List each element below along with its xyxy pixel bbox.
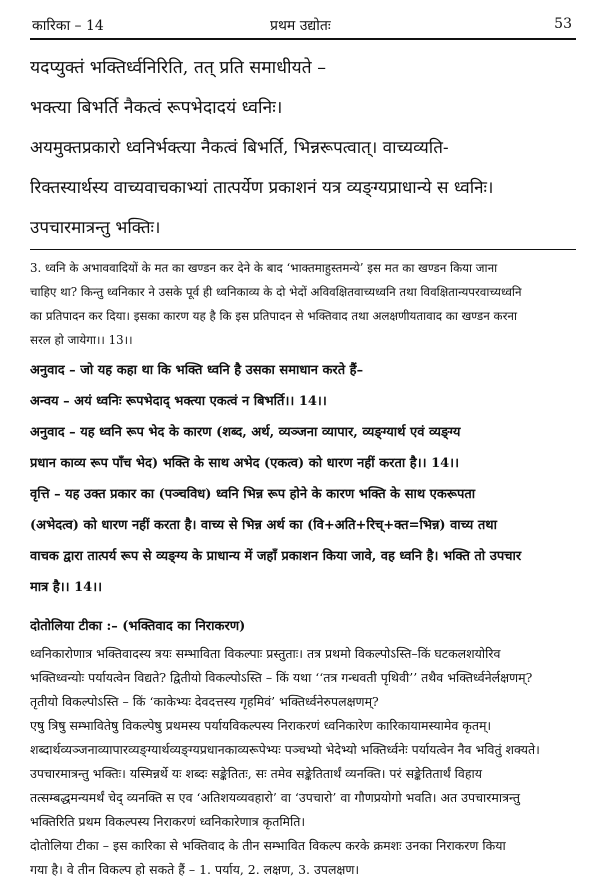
anuvad-line: अनुवाद – यह ध्वनि रूप भेद के कारण (शब्द, अर्थ, व्यञ्जना व्यापार, व्यङ्ग्यार्थ एवं व्यङ्ग्य [30, 425, 461, 440]
dotoliya-tika [30, 611, 576, 882]
tika-line: शब्दार्थव्यञ्जनाव्यापारव्यङ्ग्यार्थव्यङ्ग्यप्रधानकाव्यरूपेभ्यः पञ्चभ्यो भेदेभ्यो भक्तिर्ध्वनेः पर्यायत्वेन नैव भवितुं शक्यते। [30, 742, 540, 757]
tika-line: ध्वनिकारोणात्र भक्तिवादस्य त्रयः सम्भाविता विकल्पाः प्रस्तुताः। तत्र प्रथमो विकल्पोऽस्ति–किं घटकलशयोरिव [30, 646, 501, 661]
header-karika-number: कारिका – 14 [32, 18, 104, 34]
vritti-line: (अभेदत्व) को धारण नहीं करता है। वाच्य से भिन्न अर्थ का (वि+अति+रिच्+क्त=भिन्न) वाच्य तथा [30, 518, 497, 533]
anuvad-line: प्रधान काव्य रूप पाँच भेद) भक्ति के साथ अभेद (एकत्व) को धारण नहीं करता है।। 14।। [30, 456, 460, 471]
footnote-3 [30, 256, 576, 352]
header-chapter-title: प्रथम उद्योतः [270, 18, 331, 34]
karika-line: यदप्युक्तं भक्तिर्ध्वनिरिति, तत् प्रति समाधीयते – [30, 58, 326, 78]
anuvad-line: अनुवाद – जो यह कहा था कि भक्ति ध्वनि है उसका समाधान करते हैं– [30, 363, 364, 378]
footnote-line: 3. ध्वनि के अभाववादियों के मत का खण्डन कर देने के बाद ‘भाक्तमाहुस्तमन्ये’ इस मत का खण्डन किया जाना [30, 261, 498, 275]
karika-line: भक्त्या बिभर्ति नैकत्वं रूपभेदादयं ध्वनिः। [30, 98, 283, 118]
page-number: 53 [554, 16, 572, 32]
vritti-line: मात्र है।। 14।। [30, 580, 103, 595]
tika-hindi-line: गया है। वे तीन विकल्प हो सकते हैं – 1. पर्याय, 2. लक्षण, 3. उपलक्षण। [30, 862, 360, 877]
divider-rule [30, 249, 576, 250]
karika-line: अयमुक्तप्रकारो ध्वनिर्भक्त्या नैकत्वं बिभर्ति, भिन्नरूपत्वात्। वाच्यव्यति- [30, 138, 449, 158]
anvay-line: अन्वय – अयं ध्वनिः रूपभेदाद् भक्त्या एकत्वं न बिभर्ति।। 14।। [30, 394, 327, 409]
running-header [30, 14, 576, 40]
tika-line: तत्सम्बद्धमन्यमर्थं चेद् व्यनक्ति स एव ‘अतिशयव्यवहारो’ वा ‘उपचारो’ वा गौणप्रयोगो भवति। अत उपचारमात्रन्तु [30, 790, 520, 805]
karika-text [30, 48, 576, 248]
tika-line: भक्तिरिति प्रथम विकल्पस्य निराकरणं ध्वनिकारेणात्र कृतमिति। [30, 814, 306, 829]
tika-line: उपचारमात्रन्तु भक्तिः। यस्मिन्नर्थे यः शब्दः सङ्केतितः, सः तमेव सङ्केतितार्थं व्यनक्ति। परं सङ्केतितार्थं विहाय [30, 766, 482, 781]
translation-section [30, 355, 576, 603]
tika-line: तृतीयो विकल्पोऽस्ति – किं ‘काकेभ्यः देवदत्तस्य गृहमिवं’ भक्तिर्ध्वनेरुपलक्षणम्? [30, 694, 379, 709]
karika-line: रिक्तस्यार्थस्य वाच्यवाचकाभ्यां तात्पर्येण प्रकाशनं यत्र व्यङ्ग्यप्राधान्ये स ध्वनिः। [30, 178, 494, 198]
tika-line: एषु त्रिषु सम्भावितेषु विकल्पेषु प्रथमस्य पर्यायविकल्पस्य निराकरणं ध्वनिकारेण कारिकायामस्यामेव कृतम्। [30, 718, 492, 733]
vritti-line: वाचक द्वारा तात्पर्य रूप से व्यङ्ग्य के प्राधान्य में जहाँ प्रकाशन किया जावे, वह ध्वनि है। भक्ति तो उपचार [30, 549, 522, 564]
footnote-line: चाहिए था? किन्तु ध्वनिकार ने उसके पूर्व ही ध्वनिकाव्य के दो भेदों अविवक्षितवाच्यध्वनि तथा विवक्षितान्यपरवाच्यध्वनि [30, 285, 522, 299]
karika-line: उपचारमात्रन्तु भक्तिः। [30, 218, 161, 238]
tika-heading: दोतोलिया टीका :– (भक्तिवाद का निराकरण) [30, 619, 246, 634]
tika-hindi-line: दोतोलिया टीका – इस कारिका से भक्तिवाद के तीन सम्भावित विकल्प करके क्रमशः उनका निराकरण किया [30, 838, 506, 853]
vritti-line: वृत्ति – यह उक्त प्रकार का (पञ्चविध) ध्वनि भिन्न रूप होने के कारण भक्ति के साथ एकरूपता [30, 487, 476, 502]
footnote-line: सरल हो जायेगा।। 13।। [30, 333, 133, 347]
footnote-line: का प्रतिपादन कर दिया। इसका कारण यह है कि इस प्रतिपादन से भक्तिवाद तथा अलक्षणीयतावाद का खण्डन करना [30, 309, 517, 323]
tika-line: भक्तिध्वन्योः पर्यायत्वेन विद्यते? द्वितीयो विकल्पोऽस्ति – किं यथा ‘‘तत्र गन्धवती पृथिवी’’ तथैव भक्तिर्ध्वनेर्लक्षणम्? [30, 670, 533, 685]
